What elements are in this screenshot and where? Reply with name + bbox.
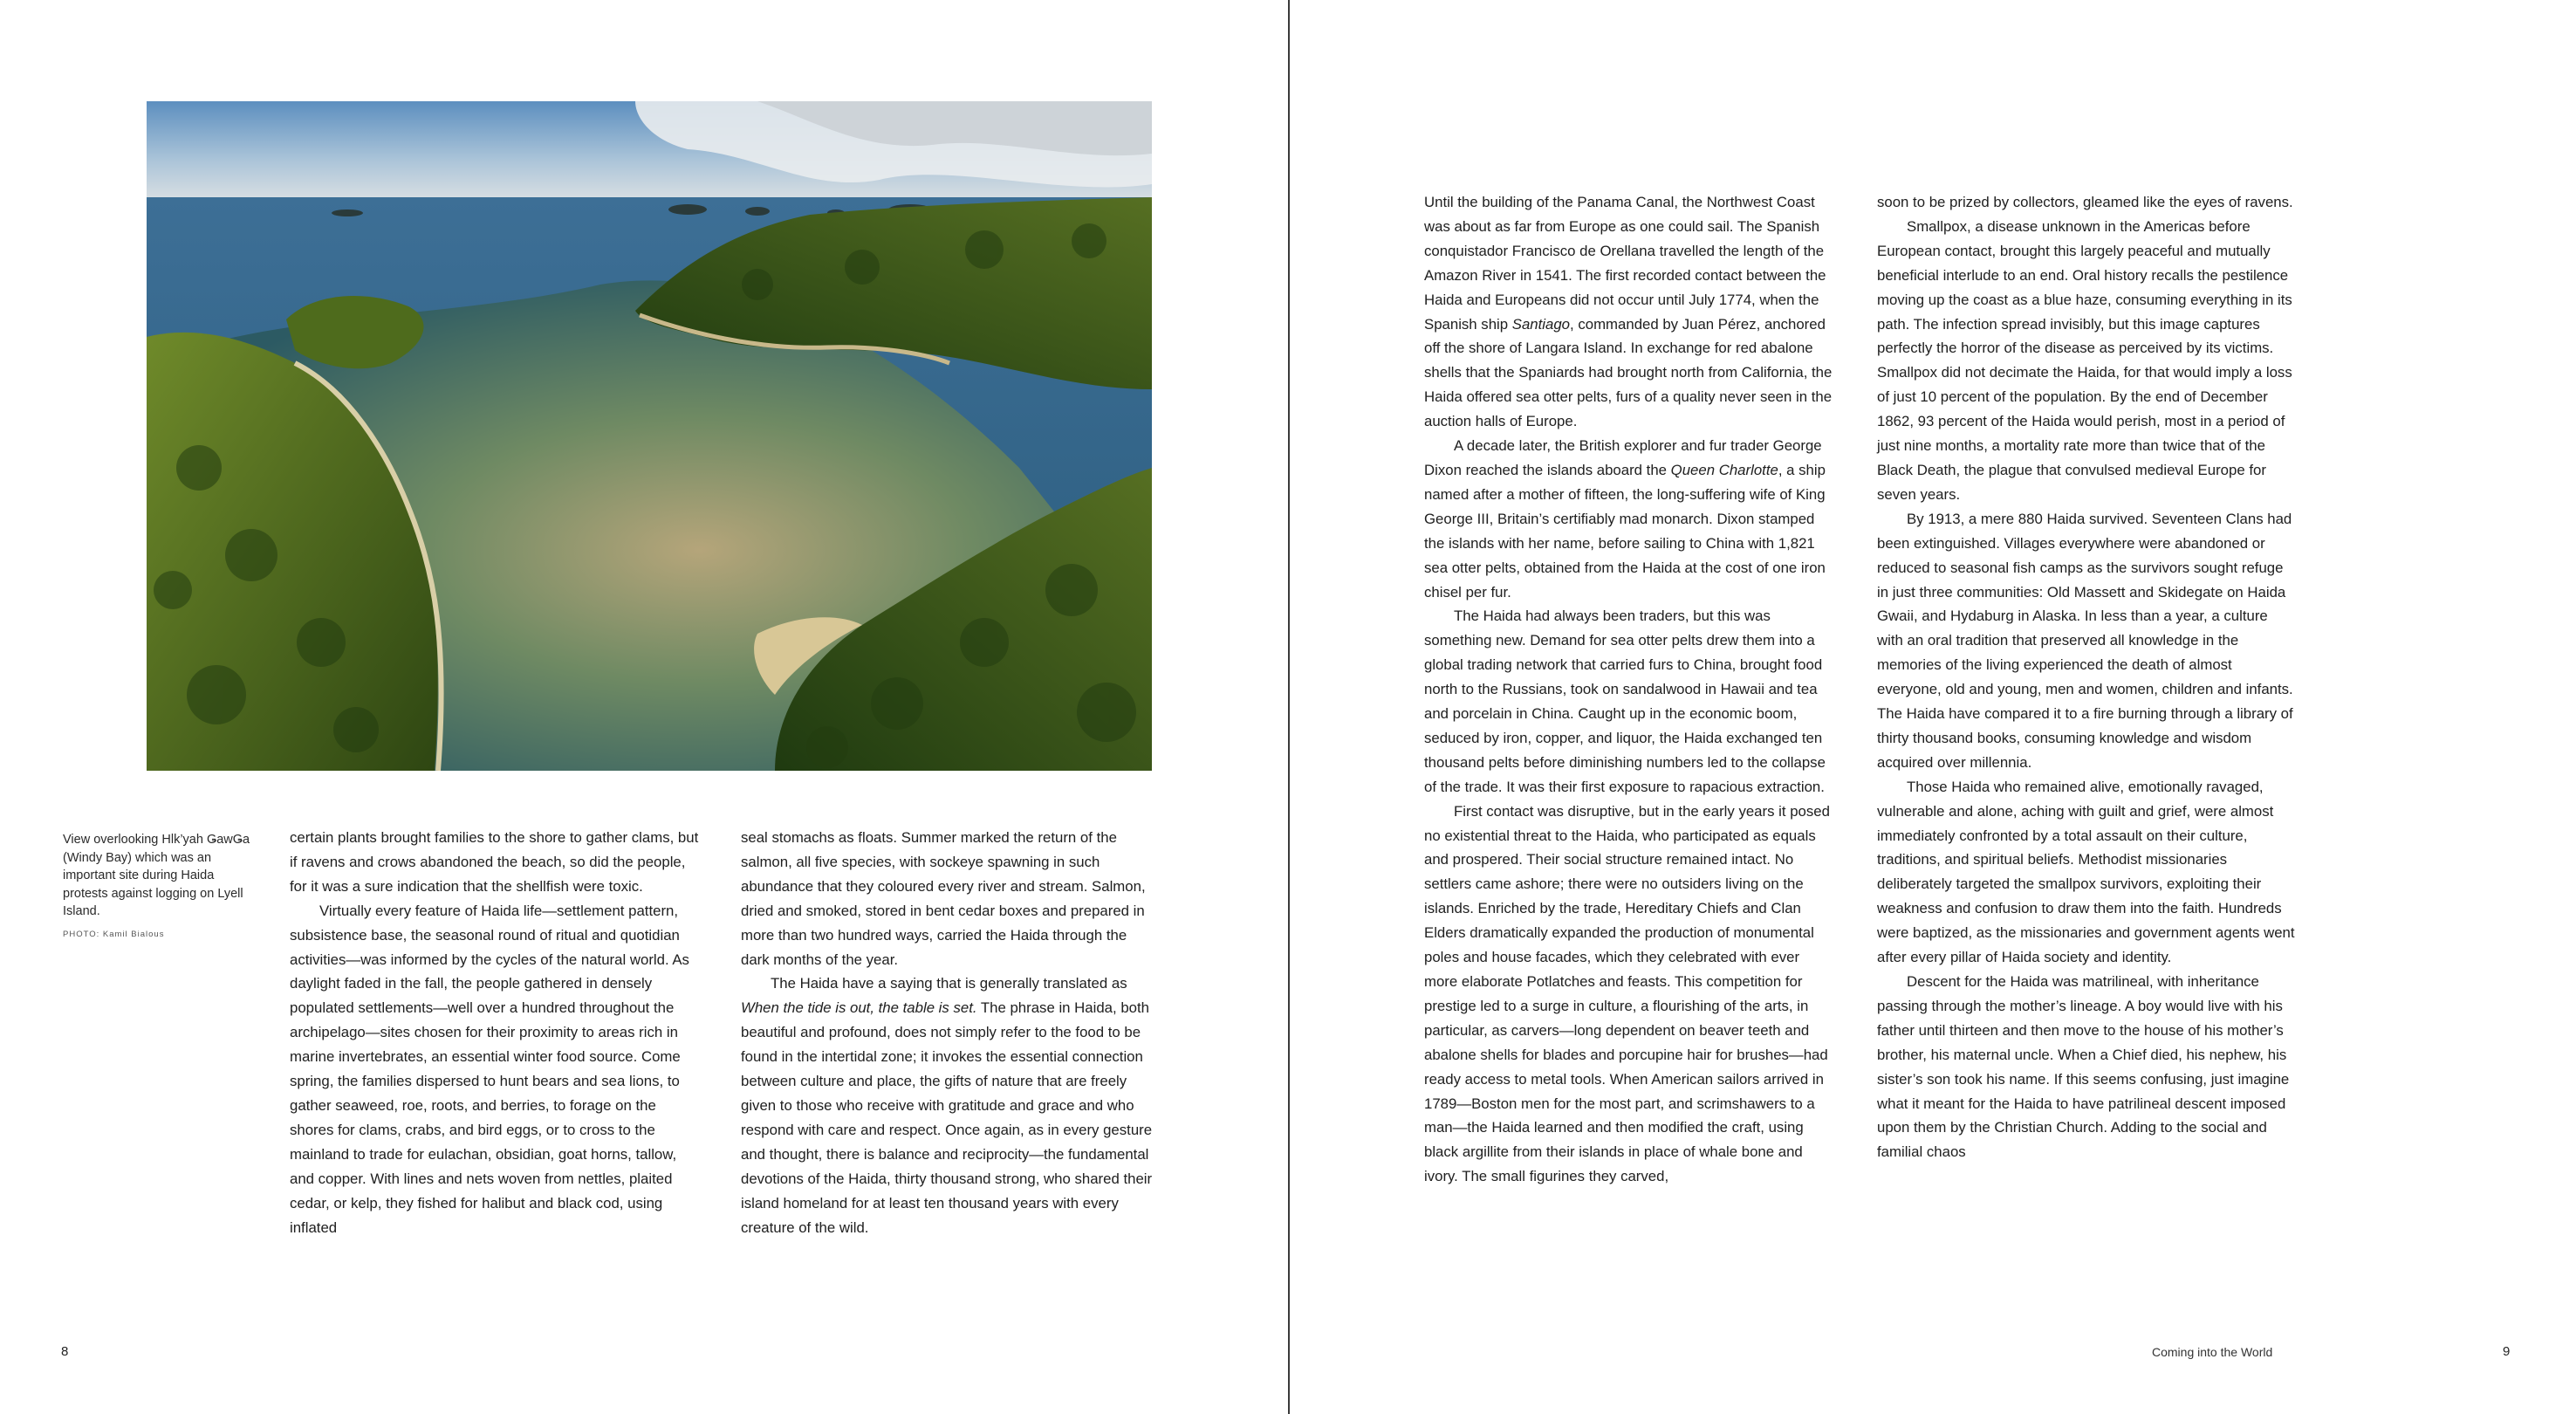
italic-phrase: When the tide is out, the table is set.	[741, 999, 977, 1017]
paragraph	[1424, 434, 1836, 604]
aerial-bay-illustration	[147, 101, 1152, 771]
left-page-column-2	[741, 826, 1154, 1239]
paragraph: seal stomachs as floats. Summer marked the return of the salmon, all five species, with sockeye spawning in such abundance that they coloured every river and stream. Salmon, dried and smoked, stored in bent cedar boxes and prepared in more than two hundred ways, carried the Haida through the dark months of the year.	[741, 829, 1146, 968]
photo-credit: PHOTO: Kamil Bialous	[63, 929, 165, 939]
page-number-right: 9	[2503, 1344, 2511, 1359]
paragraph: The Haida had always been traders, but this was something new. Demand for sea otter pelts drew them into a global trading network that carried furs to China, brought food north to the Russians, took on sandalwood in Hawaii and tea and porcelain in China. Caught up in the economic boom, seduced by iron, copper, and liquor, the Haida exchanged ten thousand pelts before diminishing numbers led to the collapse of the trade. It was their first exposure to rapacious extraction.	[1424, 607, 1826, 795]
text-run: , a ship named after a mother of fifteen, the long-suffering wife of King George III, Britain’s certifiably mad monarch. Dixon stamped the islands with her name, before sailing to China with 1,821 sea otter pelts, obtained from the Haida at the cost of one iron chisel per fur.	[1424, 461, 1826, 601]
page-number-left: 8	[61, 1344, 69, 1359]
paragraph: Descent for the Haida was matrilineal, with inheritance passing through the mother’s lineage. A boy would live with his father until thirteen and then move to the house of his mother’s brother, his maternal uncle. When a Chief died, his nephew, his sister’s son took his name. If this seems confusing, just imagine what it meant for the Haida to have patrilineal descent imposed upon them by the Christian Church. Adding to the social and familial chaos	[1877, 973, 2290, 1161]
paragraph: First contact was disruptive, but in the early years it posed no existential threat to the Haida, who participated as equals and prospered. Their social structure remained intact. No settlers came ashore; there were no outsiders living on the islands. Enriched by the trade, Hereditary Chiefs and Clan Elders dramatically expanded the production of monumental poles and house facades, which they celebrated with ever more elaborate Potlatches and feasts. This competition for prestige led to a surge in culture, a flourishing of the arts, in particular, as carvers—long dependent on beaver teeth and abalone shells for blades and porcupine hair for brushes—had ready access to metal tools. When American sailors arrived in 1789—Boston men for the most part, and scrimshawers to a man—the Haida learned and then modified the craft, using black argillite from their islands in place of whale bone and ivory. The small figurines they carved,	[1424, 802, 1830, 1185]
text-run: A decade later, the British explorer and fur trader George Dixon reached the islands aboard the	[1424, 437, 1822, 478]
paragraph	[741, 971, 1154, 1239]
page-fold	[1288, 0, 1290, 1414]
paragraph: certain plants brought families to the shore to gather clams, but if ravens and crows abandoned the beach, so did the people, for it was a sure indication that the shellfish were toxic.	[290, 829, 699, 895]
paragraph: By 1913, a mere 880 Haida survived. Seventeen Clans had been extinguished. Villages everywhere were abandoned or reduced to seasonal fish camps as the survivors sought refuge in just three communities: Old Massett and Skidegate on Haida Gwaii, and Hydaburg in Alaska. In less than a year, a culture with an oral tradition that preserved all knowledge in the memories of the living experienced the death of almost everyone, old and young, men and women, children and infants. The Haida have compared it to a fire burning through a library of thirty thousand books, consuming knowledge and wisdom acquired over millennia.	[1877, 510, 2293, 771]
paragraph: Virtually every feature of Haida life—settlement pattern, subsistence base, the seasonal round of ritual and quotidian activities—was informed by the cycles of the natural world. As daylight faded in the fall, the people gathered in densely populated settlements—well over a hundred throughout the archipelago—sites chosen for their proximity to areas rich in marine invertebrates, an essential winter food source. Come spring, the families dispersed to hunt bears and sea lions, to gather seaweed, roe, roots, and berries, to forage on the shores for clams, crabs, and bird eggs, or to cross to the mainland to trade for eulachan, obsidian, goat horns, tallow, and copper. With lines and nets woven from nettles, plaited cedar, or kelp, they fished for halibut and black cod, using inflated	[290, 902, 689, 1236]
caption-text: View overlooking Hlk’yah ǤawǤa (Windy Bay) which was an important site during Haida protests against logging on Lyell Island.	[63, 833, 250, 918]
text-run: The Haida have a saying that is generally translated as	[771, 975, 1127, 992]
left-page-column-1	[290, 826, 702, 1239]
paragraph: Smallpox, a disease unknown in the Americas before European contact, brought this largely peaceful and mutually beneficial interlude to an end. Oral history recalls the pestilence moving up the coast as a blue haze, consuming everything in its path. The infection spread invisibly, but this image captures perfectly the horror of the disease as perceived by its victims. Smallpox did not decimate the Haida, for that would imply a loss of just 10 percent of the population. By the end of December 1862, 93 percent of the Haida would perish, most in a period of just nine months, a mortality rate more than twice that of the Black Death, the plague that convulsed medieval Europe for seven years.	[1877, 217, 2292, 503]
photo-caption	[63, 831, 255, 944]
aerial-bay-photo	[147, 101, 1152, 771]
text-run: Until the building of the Panama Canal, the Northwest Coast was about as far from Europe as one could sail. The Spanish conquistador Francisco de Orellana travelled the length of the Amazon River in 1541. The first recorded contact between the Haida and Europeans did not occur until July 1774, when the Spanish ship	[1424, 194, 1826, 333]
running-head: Coming into the World	[2152, 1345, 2273, 1359]
paragraph: Those Haida who remained alive, emotionally ravaged, vulnerable and alone, aching with guilt and grief, were almost immediately confronted by a total assault on their culture, traditions, and spiritual beliefs. Methodist missionaries deliberately targeted the smallpox survivors, exploiting their weakness and confusion to draw them into the faith. Hundreds were baptized, as the missionaries and government agents went after every pillar of Haida society and identity.	[1877, 778, 2295, 966]
paragraph: soon to be prized by collectors, gleamed like the eyes of ravens.	[1877, 194, 2293, 210]
right-page-column-1	[1424, 190, 1836, 1189]
text-run: The phrase in Haida, both beautiful and profound, does not simply refer to the food to be found in the intertidal zone; it invokes the essential connection between culture and place, the gifts of nature that are freely given to those who receive with gratitude and grace and who respond with care and respect. Once again, as in every gesture and thought, there is balance and reciprocity—the fundamental devotions of the Haida, thirty thousand strong, who shared their island homeland for at least ten thousand years with every creature of the wild.	[741, 999, 1153, 1236]
ship-name: Queen Charlotte	[1670, 461, 1778, 478]
ship-name: Santiago	[1511, 315, 1571, 333]
text-run: , commanded by Juan Pérez, anchored off the shore of Langara Island. In exchange for red abalone shells that the Spaniards had brought north from California, the Haida offered sea otter pelts, furs of a quality never seen in the auction halls of Europe.	[1424, 315, 1833, 430]
paragraph	[1424, 190, 1836, 434]
right-page-column-2	[1877, 190, 2296, 1164]
